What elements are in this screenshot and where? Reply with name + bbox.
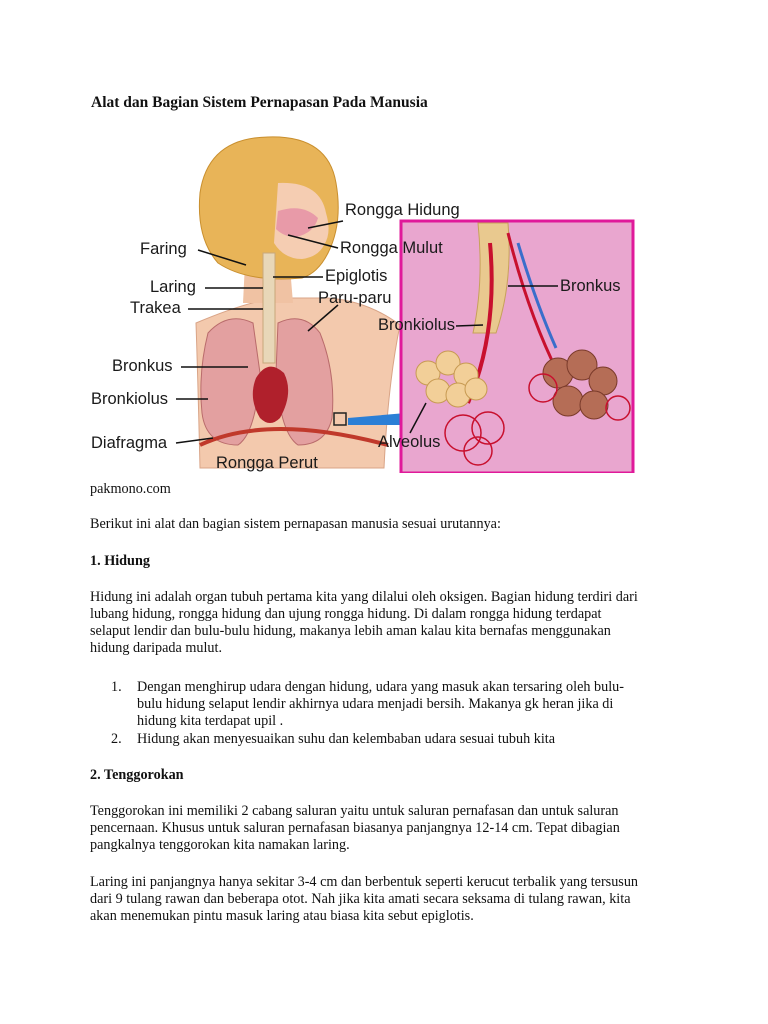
paragraph-line: Laring ini panjangnya hanya sekitar 3-4 cm dan berbentuk seperti kerucut terbalik yang tersusun <box>90 874 639 890</box>
paragraph-line: hidung daripada mulut. <box>90 640 222 656</box>
paragraph-line: selaput lendir dan bulu-bulu hidung, makanya lebih aman kalau kita bernafas menggunakan <box>90 623 611 639</box>
label-alveolus: Alveolus <box>378 433 441 451</box>
paragraph-line: akan menemukan pintu masuk laring atau biasa kita sebut epiglotis. <box>90 908 474 924</box>
label-diafragma: Diafragma <box>91 434 168 452</box>
list-item-line: Hidung akan menyesuaikan suhu dan kelembaban udara sesuai tubuh kita <box>137 731 556 747</box>
label-epiglotis: Epiglotis <box>325 267 388 285</box>
label-laring: Laring <box>150 278 196 296</box>
torso-illustration <box>196 137 426 468</box>
label-bronkiolus-left: Bronkiolus <box>91 390 169 408</box>
label-faring: Faring <box>140 240 187 258</box>
paragraph-line: dari 9 tulang rawan dan beberapa otot. Nah jika kita amati secara seksama di tulang rawan, kita <box>90 891 631 907</box>
paragraph-line: Hidung ini adalah organ tubuh pertama kita yang dilalui oleh oksigen. Bagian hidung terdiri dari <box>90 589 638 605</box>
label-bronkus-right: Bronkus <box>560 277 621 295</box>
list-item-line: hidung kita terdapat upil . <box>137 713 284 729</box>
list-item-number: 1. <box>111 679 122 695</box>
label-rongga-perut: Rongga Perut <box>216 454 318 472</box>
figure-caption: pakmono.com <box>90 481 171 497</box>
label-rongga-mulut: Rongga Mulut <box>340 239 443 257</box>
paragraph-line: pencernaan. Khusus untuk saluran pernafasan biasanya panjangnya 12-14 cm. Tepat dibagian <box>90 820 620 836</box>
paragraph-line: Tenggorokan ini memiliki 2 cabang saluran yaitu untuk saluran pernafasan dan untuk saluran <box>90 803 619 819</box>
section-heading-hidung: 1. Hidung <box>90 553 150 569</box>
paragraph-line: lubang hidung, rongga hidung dan ujung rongga hidung. Di dalam rongga hidung terdapat <box>90 606 602 622</box>
list-item-line: bulu hidung selaput lendir akhirnya udara menjadi bersih. Makanya gk heran jika di <box>137 696 614 712</box>
section-heading-tenggorokan: 2. Tenggorokan <box>90 767 184 783</box>
label-trakea: Trakea <box>130 299 181 317</box>
list-item-number: 2. <box>111 731 122 747</box>
label-paru-paru: Paru-paru <box>318 289 392 307</box>
label-bronkus-left: Bronkus <box>112 357 173 375</box>
label-rongga-hidung: Rongga Hidung <box>345 201 460 219</box>
respiratory-system-figure <box>88 133 636 473</box>
paragraph-line: pangkalnya tenggorokan kita namakan laring. <box>90 837 350 853</box>
intro-paragraph: Berikut ini alat dan bagian sistem pernapasan manusia sesuai urutannya: <box>90 516 501 532</box>
list-item-line: Dengan menghirup udara dengan hidung, udara yang masuk akan tersaring oleh bulu- <box>137 679 624 695</box>
page-title: Alat dan Bagian Sistem Pernapasan Pada Manusia <box>91 94 428 111</box>
label-bronkiolus-right: Bronkiolus <box>378 316 456 334</box>
